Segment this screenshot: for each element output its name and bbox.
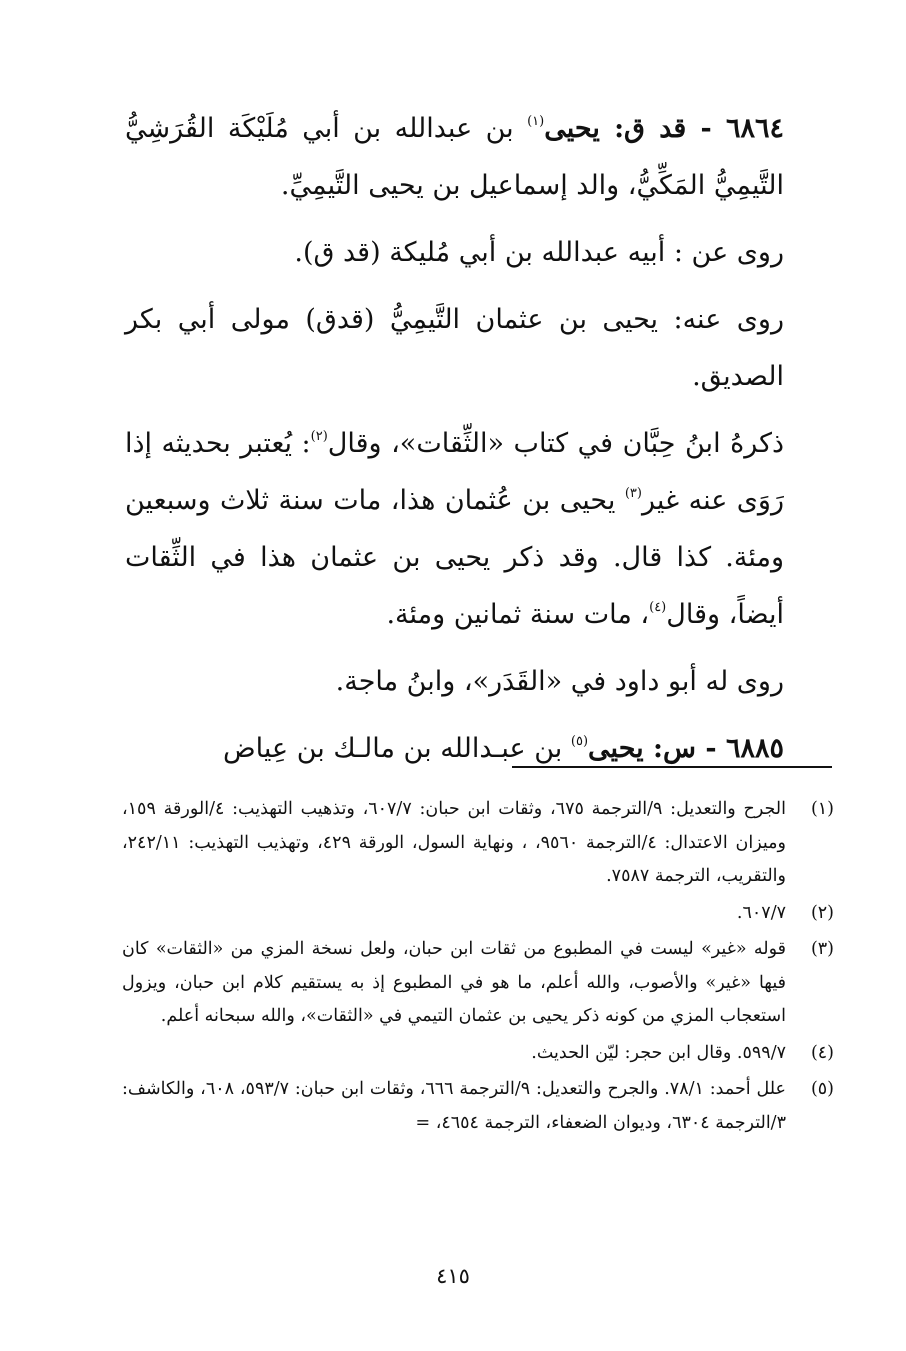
entry-6864 (125, 100, 832, 214)
footnote-text (122, 1073, 786, 1140)
footnote (122, 1037, 834, 1071)
dhikr-text-3: يحيى بن عُثمان هذا، مات سنة ثلاث وسبعين ومئة. كذا قال. وقد ذكر يحيى بن عثمان هذا في الثِّقات أيضاً، وقال (125, 485, 784, 630)
dhikr-text-2: : يُعتبر بحديثه إذا رَوَى عنه غير (125, 428, 784, 516)
footnote-text (122, 1037, 786, 1071)
dhikr-text-1: ذكرهُ ابنُ حِبَّان في كتاب «الثِّقات»، وقال (327, 428, 784, 459)
footnote-number: (٣) (810, 939, 834, 959)
entry-6864-nisba: القُرَشِيُّ التَّيمِيُّ المَكِّيُّ، والد إسماعيل بن يحيى التَّيمِيِّ. (125, 113, 784, 201)
footnote (122, 1073, 834, 1140)
footnote-separator (512, 766, 832, 768)
footnote-text (122, 897, 786, 931)
footnote (122, 933, 834, 1034)
footnote-line: علل أحمد: ٧٨/١. والجرح والتعديل: ٩/الترجمة ٦٦٦، وثقات ابن حبان: ٥٩٣/٧، ٦٠٨، والكاشف: ٣/الترجمة ٦٣٠٤، وديوان الضعفاء، الترجمة ٤٦٥٤، = (122, 1079, 786, 1133)
entry-6864-name: بن عبدالله بن أبي مُلَيْكَة (227, 113, 528, 144)
entry-6885-heading: ٦٨٨٥ - س: يحيى (588, 733, 784, 764)
footnote (122, 897, 834, 931)
footnote-number: (١) (810, 799, 834, 819)
footnote-ref-1: (١) (527, 114, 545, 129)
footnote-line: قوله «غير» ليست في المطبوع من ثقات ابن حبان، ولعل نسخة المزي من «الثقات» كان فيها «غير» والأصوب، والله أعلم، ما هو في المطبوع إذ به يستقيم كلام ابن حبان، ويزول استعجاب المزي من كونه ذكر يحيى بن عثمان التيمي في «الثقات»، والله سبحانه أعلم. (122, 939, 786, 1026)
main-text (125, 100, 832, 777)
footnote (122, 793, 834, 894)
footnote-ref-3: (٣) (624, 486, 642, 501)
footnote-line: ٦٠٧/٧. (736, 902, 786, 923)
footnote-number: (٤) (810, 1042, 834, 1063)
footnotes (122, 793, 834, 1140)
entry-6885 (125, 720, 832, 777)
dhikr-text-4: ، مات سنة ثمانين ومئة. (386, 599, 650, 630)
narrated-by: روى عنه: يحيى بن عثمان التَّيمِيُّ (قدق) مولى أبي بكر الصديق. (125, 304, 784, 392)
footnote-text (122, 933, 786, 1034)
narrated-to: روى له أبو داود في «القَدَر»، وابنُ ماجة. (335, 666, 784, 697)
footnote-ref-2: (٢) (310, 429, 328, 444)
narrated-from: روى عن : أبيه عبدالله بن أبي مُليكة (قد ق). (294, 237, 784, 268)
ibn-hibban-paragraph (125, 415, 832, 643)
footnote-ref-5: (٥) (570, 734, 589, 749)
footnote-text (122, 793, 786, 894)
footnote-ref-4: (٤) (649, 600, 667, 615)
footnote-number: (٢) (810, 902, 834, 923)
footnote-number: (٥) (810, 1079, 834, 1099)
footnote-line: ٥٩٩/٧. وقال ابن حجر: ليّن الحديث. (531, 1042, 786, 1063)
footnote-line: الجرح والتعديل: ٩/الترجمة ٦٧٥، وثقات ابن حبان: ٦٠٧/٧، وتذهيب التهذيب: ٤/الورقة ١٥٩، وميزان الاعتدال: ٤/الترجمة ٩٥٦٠، ، ونهاية السول، الورقة ٤٢٩، وتهذيب التهذيب: ٢٤٢/١١، والتقريب، الترجمة ٧٥٨٧. (122, 799, 786, 886)
page-number: ٤١٥ (436, 1264, 470, 1288)
entry-6864-heading: ٦٨٦٤ - قد ق: يحيى (544, 113, 784, 144)
entry-6885-name: بن عبـدالله بن مالـك بن عِياض (223, 733, 571, 764)
